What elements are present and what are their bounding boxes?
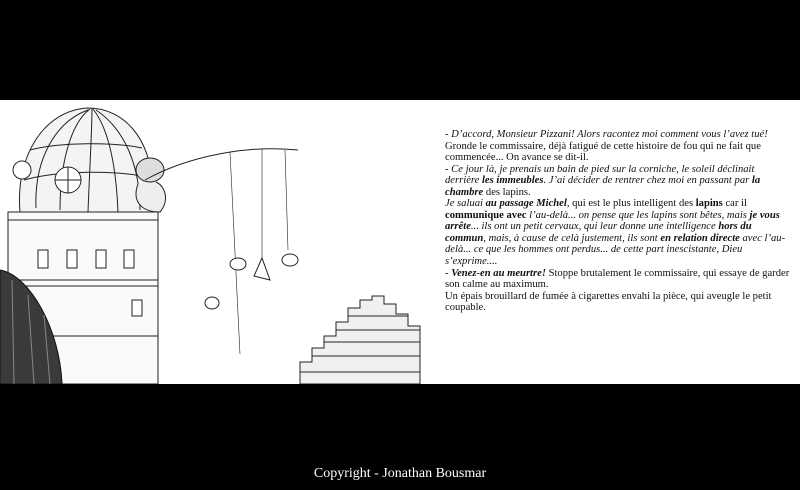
story-text-segment: Venez-en au meurtre! xyxy=(451,267,546,279)
story-paragraph xyxy=(445,129,790,164)
story-text-segment: avec l’au-delà... ce que les hommes ont perdus... de cette part inescistante, Dieu s’exprime.... xyxy=(445,232,786,268)
story-text-segment: lapins xyxy=(695,198,723,210)
story-text-segment: je vous arrête xyxy=(445,209,780,233)
story-text-segment: - xyxy=(445,267,452,279)
story-text-segment: hors du commun xyxy=(445,221,752,244)
story-paragraph xyxy=(445,268,790,291)
story-text-segment: les immeubles xyxy=(481,175,544,187)
story-text-segment: ... ils ont un petit cervaux, qui leur donne une intelligence xyxy=(470,221,719,233)
story-text-segment: - D’accord, Monsieur Pizzani! Alors racontez moi comment vous l’avez tué! xyxy=(445,129,768,140)
story-text-segment: Je saluai xyxy=(445,198,486,210)
story-paragraph xyxy=(445,198,790,267)
story-text xyxy=(445,129,790,314)
story-text-segment: au passage Michel xyxy=(485,198,567,210)
story-paragraph xyxy=(445,291,790,314)
story-text-segment: des lapins. xyxy=(483,186,531,198)
story-text-segment: Gronde le commissaire, déjà fatigué de cette histoire de fou qui ne fait que commencée... On avance se dit-il. xyxy=(445,140,761,164)
copyright-notice: Copyright - Jonathan Bousmar xyxy=(313,466,487,481)
story-paragraph xyxy=(445,164,790,199)
story-text-segment: . J’ai décider de rentrer chez moi en passant par xyxy=(543,175,752,187)
story-text-segment: communique avec xyxy=(445,209,527,221)
story-text-segment: Un épais brouillard de fumée à cigarettes envahi la pièce, qui aveugle le petit coupable. xyxy=(445,290,772,314)
story-text-segment: , qui est le plus intelligent des xyxy=(566,198,696,210)
story-text-segment: car il xyxy=(722,198,747,210)
tower-illustration xyxy=(0,100,430,384)
story-text-segment: en relation directe xyxy=(660,232,740,244)
story-text-segment: l’au-delà... on pense que les lapins sont bêtes, mais xyxy=(526,209,750,221)
story-text-segment: , mais, à cause de celà justement, ils sont xyxy=(483,232,661,244)
comic-panel xyxy=(0,100,800,384)
story-text-segment: la chambre xyxy=(445,175,761,198)
story-text-segment: - Ce jour là, je prenais un bain de pied sur la corniche, le soleil déclinait derrière xyxy=(445,163,755,187)
story-text-segment: Stoppe brutalement le commissaire, qui essaye de garder son calme au maximum. xyxy=(445,267,790,291)
